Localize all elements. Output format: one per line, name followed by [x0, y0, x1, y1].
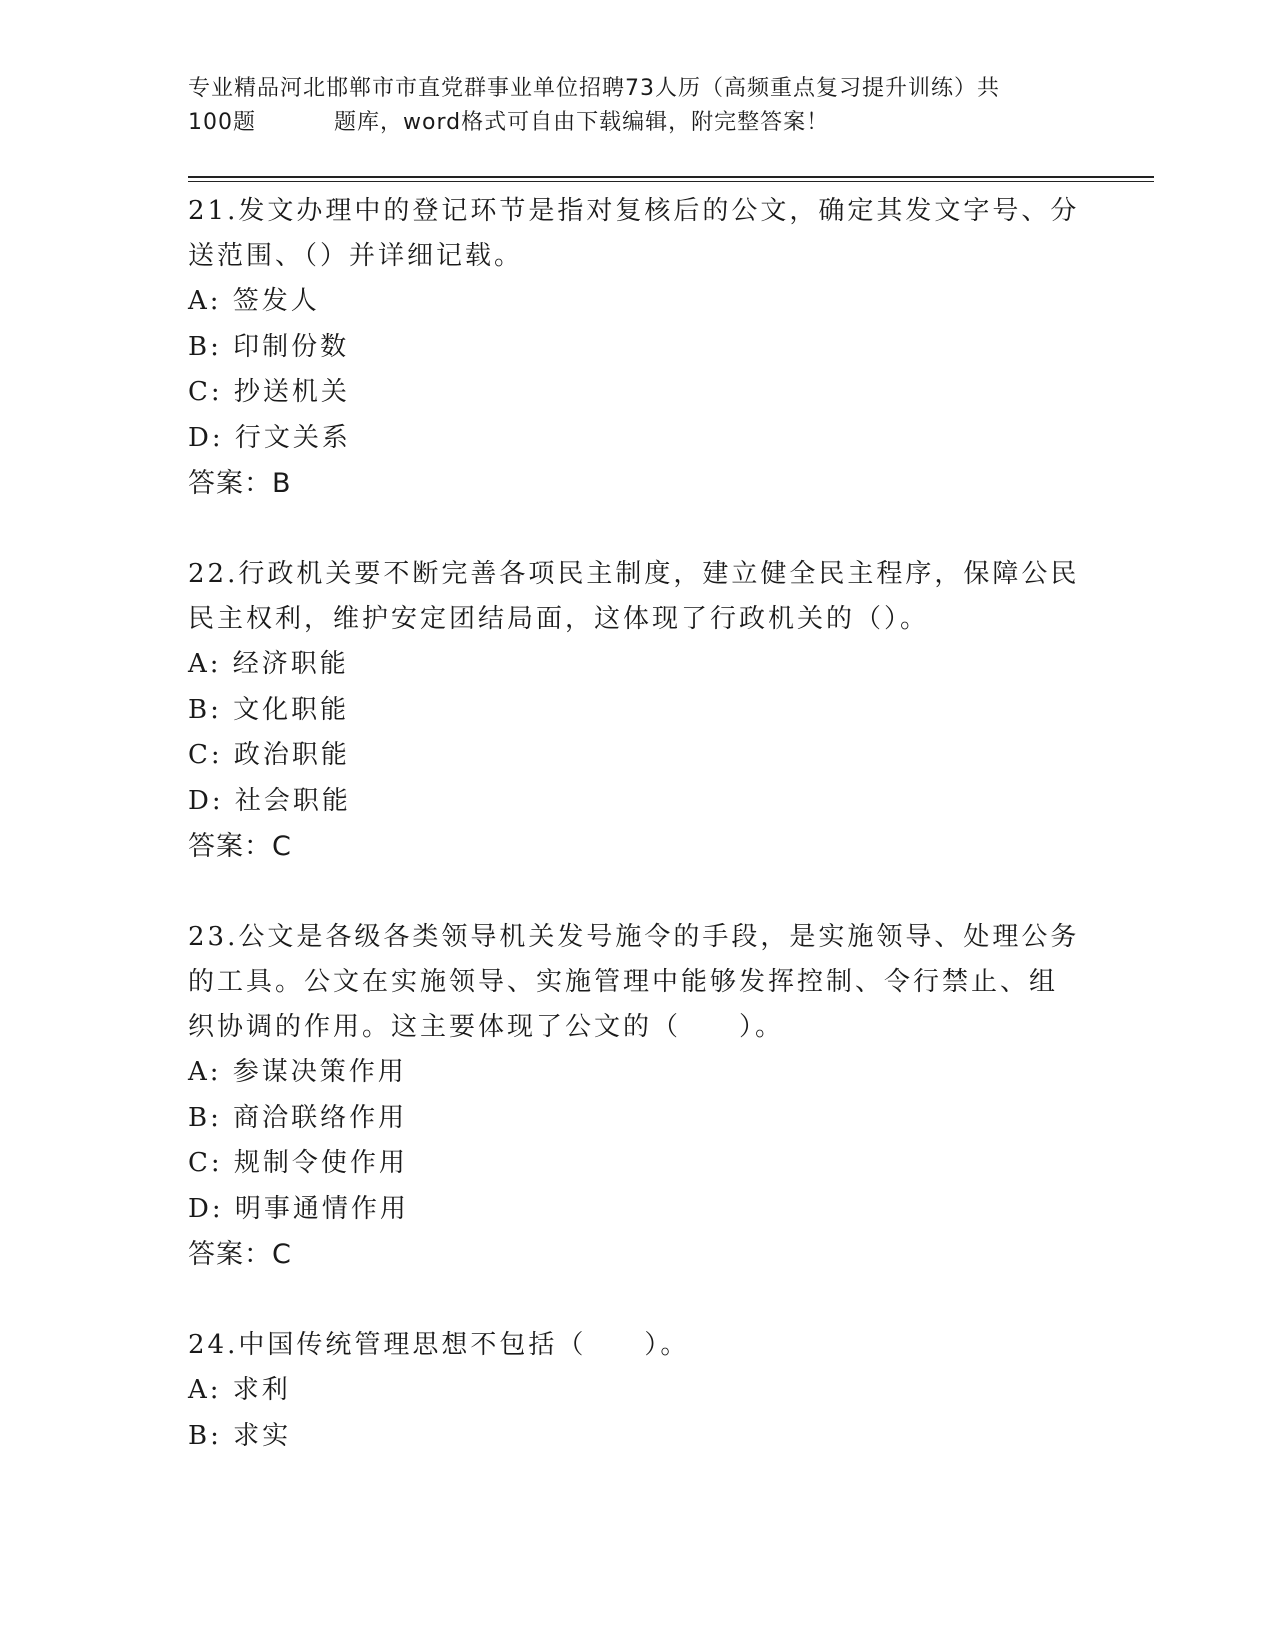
question-stem-line: 21.发文办理中的登记环节是指对复核后的公文，确定其发文字号、分 — [188, 196, 1080, 226]
option-a: A: 经济职能 — [188, 649, 349, 679]
question-22 — [188, 552, 1088, 870]
header-title-line2 — [188, 106, 1088, 140]
option-c: C: 规制令使作用 — [188, 1148, 408, 1178]
question-stem-line: 22.行政机关要不断完善各项民主制度，建立健全民主程序，保障公民 — [188, 559, 1080, 589]
question-stem-line: 的工具。公文在实施领导、实施管理中能够发挥控制、令行禁止、组 — [188, 967, 1059, 997]
header-description: 题库，word格式可自由下载编辑，附完整答案！ — [334, 110, 830, 135]
header-title-line1: 专业精品河北邯郸市市直党群事业单位招聘73人历（高频重点复习提升训练）共 — [188, 76, 1000, 101]
answer-line: 答案：C — [188, 1239, 292, 1270]
question-stem — [188, 1323, 1088, 1368]
option-b: B: 印制份数 — [188, 331, 350, 362]
question-stem-line: 民主权利，维护安定团结局面，这体现了行政机关的（）。 — [188, 604, 930, 634]
question-stem — [188, 189, 1088, 279]
header-question-count: 100题 — [188, 110, 256, 135]
question-stem-line: 送范围、（）并详细记载。 — [188, 241, 524, 271]
option-a: A: 签发人 — [188, 286, 320, 316]
option-b: B: 文化职能 — [188, 694, 350, 725]
question-23 — [188, 915, 1088, 1278]
option-b: B: 商洽联络作用 — [188, 1102, 408, 1133]
question-stem — [188, 552, 1088, 642]
header-divider-thin — [188, 181, 1154, 182]
question-stem-line: 织协调的作用。这主要体现了公文的（ ）。 — [188, 1012, 785, 1042]
option-d: D: 行文关系 — [188, 422, 351, 453]
option-d: D: 明事通情作用 — [188, 1193, 409, 1224]
question-21 — [188, 189, 1088, 507]
question-stem-line: 23.公文是各级各类领导机关发号施令的手段，是实施领导、处理公务 — [188, 922, 1080, 952]
option-a: A: 参谋决策作用 — [188, 1057, 407, 1087]
question-list — [188, 189, 1088, 1459]
option-c: C: 抄送机关 — [188, 377, 350, 407]
answer-line: 答案：B — [188, 468, 292, 499]
header-divider-thick — [188, 176, 1154, 178]
option-c: C: 政治职能 — [188, 740, 350, 770]
document-header — [188, 72, 1088, 140]
question-stem-line: 24.中国传统管理思想不包括（ ）。 — [188, 1330, 690, 1360]
option-a: A: 求利 — [188, 1375, 291, 1405]
answer-line: 答案：C — [188, 831, 292, 862]
question-stem — [188, 915, 1088, 1050]
question-24 — [188, 1323, 1088, 1459]
option-b: B: 求实 — [188, 1420, 292, 1451]
option-d: D: 社会职能 — [188, 785, 351, 816]
